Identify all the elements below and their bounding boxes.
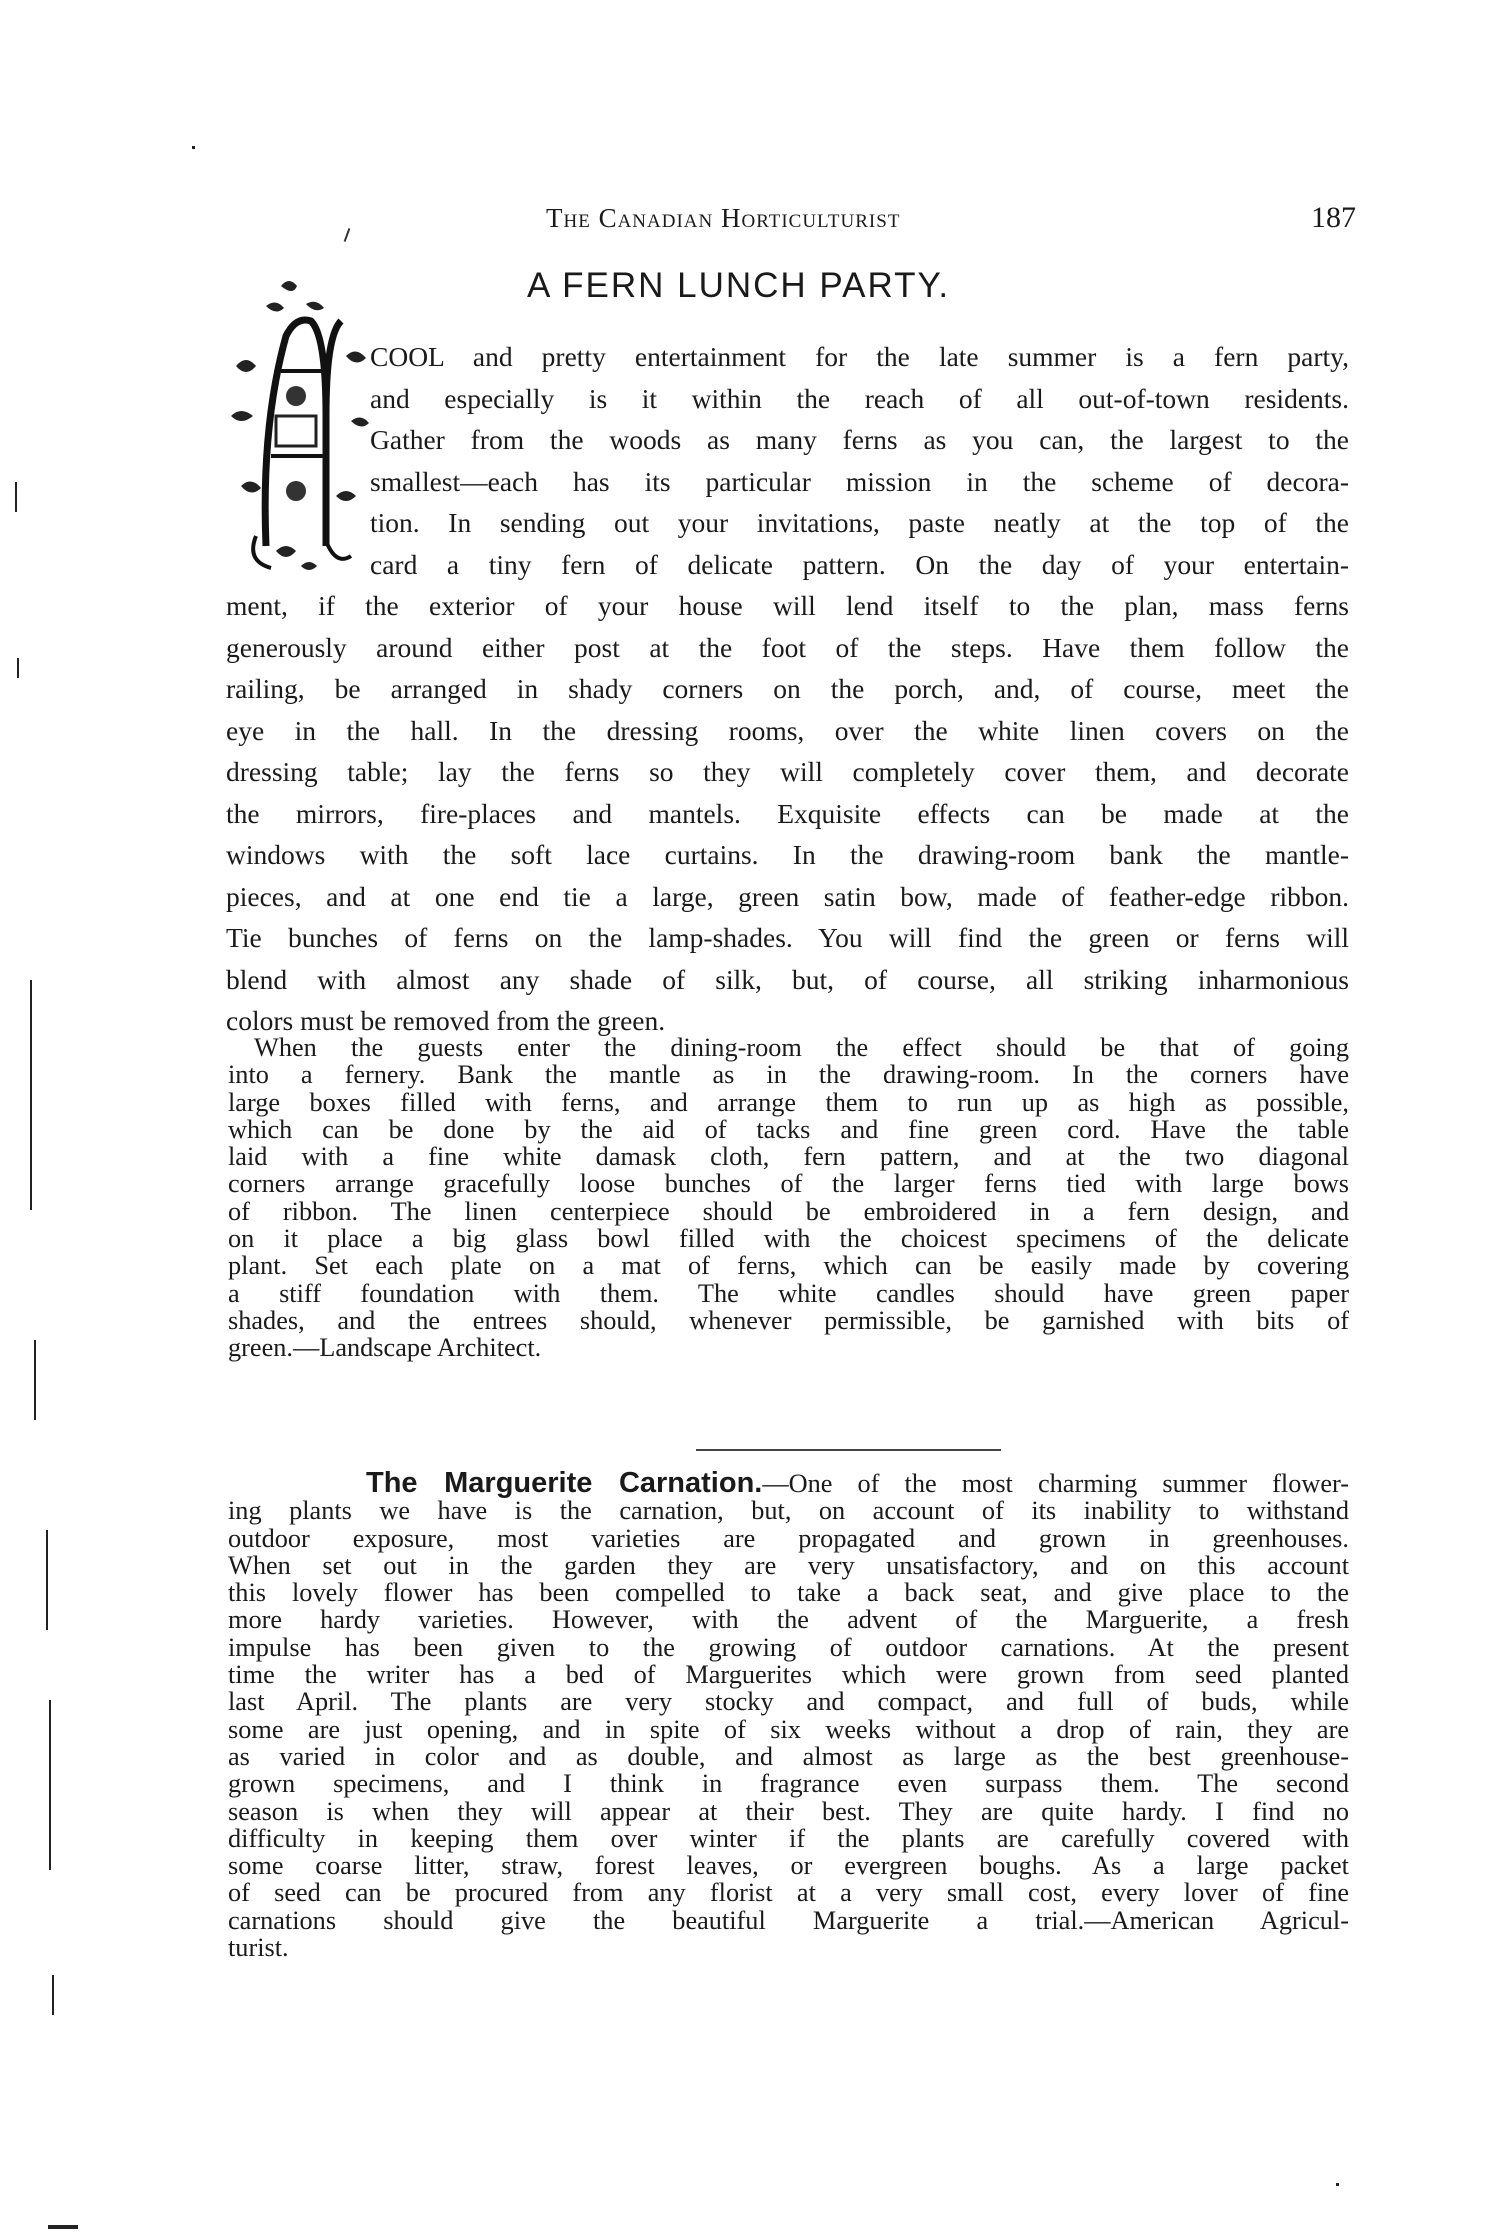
text-line: Tie bunches of ferns on the lamp-shades. You will find the green or ferns will: [226, 922, 1349, 953]
text-line: time the writer has a bed of Marguerites which were grown from seed planted: [228, 1660, 1349, 1690]
text-line: more hardy varieties. However, with the advent of the Marguerite, a fresh: [228, 1605, 1349, 1635]
article-paragraph: [228, 1034, 1349, 1362]
text-line: on it place a big glass bowl filled with the choicest specimens of the delicate: [228, 1224, 1349, 1254]
text-line: carnations should give the beautiful Marguerite a trial.—American Agricul-: [228, 1905, 1349, 1935]
section-divider: [696, 1449, 1001, 1451]
text-line: When set out in the garden they are very unsatisfactory, and on this account: [228, 1550, 1349, 1580]
text-line: the mirrors, fire-places and mantels. Exquisite effects can be made at the: [226, 797, 1349, 829]
text-line: some coarse litter, straw, forest leaves, or evergreen boughs. As a large packet: [228, 1851, 1349, 1881]
margin-speck: [49, 1700, 51, 1870]
text-line: smallest—each has its particular mission in the scheme of decora-: [370, 465, 1349, 497]
text-line: last April. The plants are very stocky and compact, and full of buds, while: [228, 1687, 1349, 1717]
text-line: blend with almost any shade of silk, but, of course, all striking inharmonious: [226, 963, 1349, 995]
margin-speck: [34, 1340, 36, 1420]
text-line: and especially is it within the reach of all out-of-town residents.: [370, 382, 1349, 414]
text-line: tion. In sending out your invitations, paste neatly at the top of the: [370, 507, 1349, 538]
text-line: railing, be arranged in shady corners on the porch, and, of course, meet the: [226, 673, 1349, 704]
text-line: shades, and the entrees should, whenever permissible, be garnished with bits of: [228, 1305, 1349, 1335]
margin-speck: [46, 1530, 48, 1630]
text-line: When the guests enter the dining-room the effect should be that of going: [254, 1033, 1349, 1062]
text-line: difficulty in keeping them over winter if the plants are carefully covered with: [228, 1823, 1349, 1853]
text-line: into a fernery. Bank the mantle as in the drawing-room. In the corners have: [228, 1060, 1349, 1090]
text-line: this lovely flower has been compelled to take a back seat, and give place to the: [228, 1578, 1349, 1608]
margin-speck: [17, 658, 19, 678]
text-line: green.—Landscape Architect.: [228, 1333, 542, 1363]
run-in-text: —One of the most charming summer flower-: [762, 1469, 1349, 1498]
margin-speck: [1336, 2183, 1339, 2186]
text-line: dressing table; lay the ferns so they will completely cover them, and decorate: [226, 756, 1349, 787]
running-head-title: The Canadian Horticulturist: [546, 203, 901, 233]
text-line: laid with a fine white damask cloth, fern pattern, and at the two diagonal: [228, 1142, 1349, 1172]
page-number: 187: [1311, 201, 1356, 234]
text-line: outdoor exposure, most varieties are propagated and grown in greenhouses.: [228, 1523, 1349, 1553]
text-line: turist.: [228, 1933, 289, 1963]
text-line: ment, if the exterior of your house will lend itself to the plan, mass ferns: [226, 590, 1349, 621]
text-line: pieces, and at one end tie a large, green satin bow, made of feather-edge ribbon.: [226, 880, 1349, 912]
text-line: of seed can be procured from any florist at a very small cost, every lover of fine: [228, 1878, 1349, 1908]
margin-speck: [48, 2225, 78, 2229]
margin-speck: [52, 1975, 54, 2015]
text-line: a stiff foundation with them. The white candles should have green paper: [228, 1278, 1349, 1308]
text-line: [366, 1467, 1349, 1499]
text-line: plant. Set each plate on a mat of ferns, which can be easily made by covering: [228, 1251, 1349, 1281]
margin-speck: [15, 482, 17, 512]
text-line: generously around either post at the foot of the steps. Have them follow the: [226, 631, 1349, 663]
text-line: which can be done by the aid of tacks and fine green cord. Have the table: [228, 1114, 1349, 1144]
text-line: grown specimens, and I think in fragrance even surpass them. The second: [228, 1769, 1349, 1799]
run-in-heading: The Marguerite Carnation.: [366, 1467, 763, 1499]
text-line: some are just opening, and in spite of six weeks without a drop of rain, they are: [228, 1714, 1349, 1744]
text-line: impulse has been given to the growing of outdoor carnations. At the present: [228, 1632, 1349, 1662]
text-line: eye in the hall. In the dressing rooms, over the white linen covers on the: [226, 714, 1349, 746]
margin-speck: [30, 980, 32, 1210]
text-line: Gather from the woods as many ferns as you can, the largest to the: [370, 424, 1349, 455]
text-line: COOL and pretty entertainment for the late summer is a fern party,: [370, 341, 1349, 372]
text-line: windows with the soft lace curtains. In the drawing-room bank the mantle-: [226, 839, 1349, 870]
margin-speck: [192, 146, 195, 149]
article-paragraph: [228, 1467, 1349, 1963]
text-line: season is when they will appear at their best. They are quite hardy. I find no: [228, 1796, 1349, 1826]
text-line: colors must be removed from the green.: [226, 1005, 666, 1036]
text-line: large boxes filled with ferns, and arrange them to run up as high as possible,: [228, 1087, 1349, 1117]
text-line: corners arrange gracefully loose bunches of the larger ferns tied with large bows: [228, 1169, 1349, 1199]
article-paragraph: [226, 336, 1349, 1042]
text-line: ing plants we have is the carnation, but, on account of its inability to withstand: [228, 1496, 1349, 1526]
article-title: A FERN LUNCH PARTY.: [527, 266, 951, 305]
text-line: of ribbon. The linen centerpiece should be embroidered in a fern design, and: [228, 1196, 1349, 1226]
text-line: card a tiny fern of delicate pattern. On the day of your entertain-: [370, 548, 1349, 580]
margin-tick: [344, 228, 351, 242]
text-line: as varied in color and as double, and almost as large as the best greenhouse-: [228, 1741, 1349, 1771]
